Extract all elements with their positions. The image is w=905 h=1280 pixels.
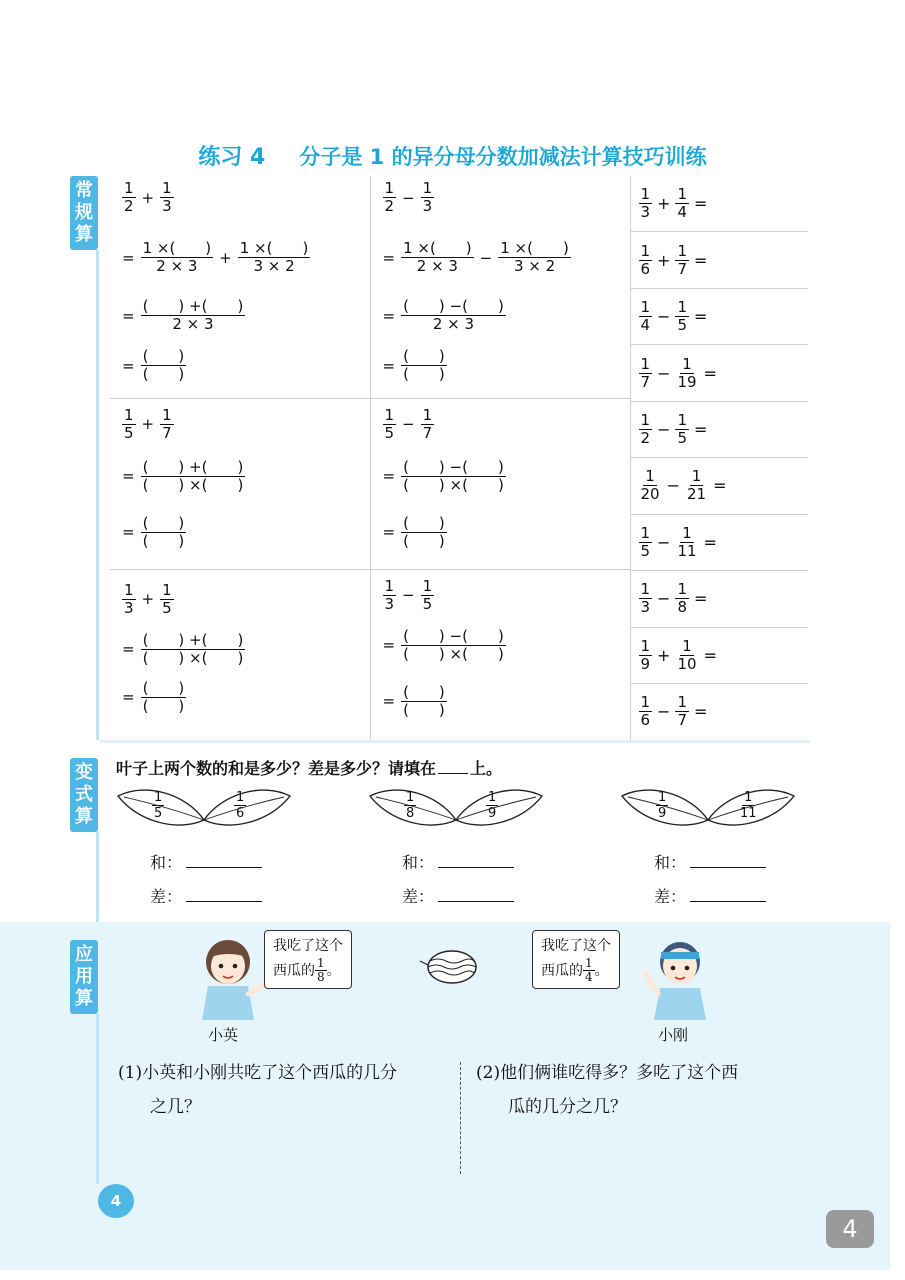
quick-calc-item[interactable]: 1 6 + $\frac{1}{7}$ = xyxy=(631,232,809,288)
problem-divider xyxy=(460,1062,461,1174)
leaf-pair: 1 8 1 9 xyxy=(368,786,544,836)
quick-calc-item[interactable]: 1 7 − $\frac{1}{19}$ = xyxy=(631,345,809,401)
quick-calc-item[interactable]: 1 9 + $\frac{1}{10}$ = xyxy=(631,628,809,684)
boy-name: 小刚 xyxy=(658,1026,689,1044)
answer-blank-sample xyxy=(438,759,468,774)
answer-blank[interactable]: ( ) xyxy=(403,347,445,365)
variant-instruction: 叶子上两个数的和是多少？差是多少？请填在 上。 xyxy=(116,759,503,778)
answer-blank[interactable]: ( ) ×( ) xyxy=(142,648,244,667)
answer-blank[interactable]: ( ) xyxy=(142,513,185,532)
answer-blank[interactable]: ( ) xyxy=(403,700,445,719)
work-cell-r3c2: 1 3 − $\frac{1}{5}$ = ( ) −( ) ( ) ×( ) = ( ) ( ) xyxy=(382,576,504,719)
leaf-icon xyxy=(116,786,292,836)
answer-blank[interactable]: ( ) xyxy=(142,365,185,383)
answer-blank[interactable]: ( ) +( ) xyxy=(142,297,244,315)
girl-speech-bubble: 我吃了这个 西瓜的 1 8 。 xyxy=(264,930,352,989)
answer-blank[interactable]: 1 ×( ) xyxy=(142,239,212,257)
quick-calc-item[interactable]: 1 3 − $\frac{1}{8}$ = xyxy=(631,571,809,627)
answer-blank[interactable]: ( ) xyxy=(403,513,445,532)
answer-blank[interactable]: ( ) xyxy=(142,347,185,365)
diff-answer-1[interactable]: 差： xyxy=(150,884,262,907)
problem-2: (2)他们俩谁吃得多？多吃了这个西 瓜的几分之几？ xyxy=(476,1063,739,1117)
tab-applied: 应 用 算 xyxy=(70,940,98,1014)
leaf-icon xyxy=(368,786,544,836)
page-title xyxy=(0,140,905,171)
sum-answer-1[interactable]: 和： xyxy=(150,850,262,873)
page-badge: 4 xyxy=(98,1184,134,1218)
answer-blank[interactable]: ( ) +( ) xyxy=(142,630,244,649)
tab-variant: 变 式 算 xyxy=(70,758,98,832)
quick-calc-item[interactable]: 1 3 + $\frac{1}{4}$ = xyxy=(631,176,809,232)
answer-blank[interactable]: ( ) xyxy=(403,531,445,550)
regular-calc-grid xyxy=(110,176,808,741)
quick-calc-item[interactable]: 1 4 − $\frac{1}{5}$ = xyxy=(631,289,809,345)
diff-answer-2[interactable]: 差： xyxy=(402,884,514,907)
exercise-number: 练习 4 xyxy=(198,145,266,170)
answer-blank[interactable]: ( ) ×( ) xyxy=(142,475,244,494)
boy-illustration-icon xyxy=(640,932,716,1020)
answer-blank[interactable]: ( ) ×( ) xyxy=(403,475,504,494)
answer-blank[interactable]: ( ) xyxy=(142,678,185,697)
work-cell-r2c2: 1 5 − $\frac{1}{7}$ = ( ) −( ) ( ) ×( ) = ( ) ( ) xyxy=(382,405,504,550)
tab-regular: 常 规 算 xyxy=(70,176,98,250)
answer-blank[interactable]: 1 ×( ) xyxy=(500,239,569,257)
section-divider-line xyxy=(96,1014,99,1184)
girl-illustration-icon xyxy=(190,932,266,1020)
leaf-pair: 1 5 1 6 xyxy=(116,786,292,836)
answer-blank[interactable]: ( ) +( ) xyxy=(142,457,244,476)
answer-blank[interactable]: ( ) −( ) xyxy=(403,457,504,476)
diff-answer-3[interactable]: 差： xyxy=(654,884,766,907)
section-separator xyxy=(100,740,810,743)
answer-blank[interactable]: ( ) −( ) xyxy=(403,626,504,645)
answer-blank[interactable]: 1 ×( ) xyxy=(403,239,472,257)
answer-blank[interactable]: ( ) ×( ) xyxy=(403,644,504,663)
quick-calc-item[interactable]: 1 20 − $\frac{1}{21}$ = xyxy=(631,458,809,514)
leaf-icon xyxy=(620,786,796,836)
section-divider-line xyxy=(96,832,99,922)
answer-blank[interactable]: ( ) xyxy=(403,365,445,383)
answer-blank[interactable]: 1 ×( ) xyxy=(239,239,309,257)
work-cell-r1c1: 1 2 + $\frac{1}{3}$ = $\frac{1 \times( )}{2 \times 3}$ + $\frac{1 \times( )}{3 \times 2}$ = ( ) +( ) 2 × 3 = ( ) ( ) xyxy=(122,179,309,383)
answer-blank[interactable]: ( ) −( ) xyxy=(403,297,504,315)
sum-answer-3[interactable]: 和： xyxy=(654,850,766,873)
answer-blank[interactable]: ( ) xyxy=(142,696,185,715)
section-divider-line xyxy=(96,250,99,740)
sum-answer-2[interactable]: 和： xyxy=(402,850,514,873)
boy-speech-bubble: 我吃了这个 西瓜的 1 4 。 xyxy=(532,930,620,989)
work-cell-r1c2: 1 2 − $\frac{1}{3}$ = $\frac{1 \times( )}{2 \times 3}$ − $\frac{1 \times( )}{3 \times 2}$ = ( ) −( ) 2 × 3 = ( ) ( ) xyxy=(382,179,569,383)
leaf-pair: 1 9 1 11 xyxy=(620,786,796,836)
quick-calc-item[interactable]: 1 5 − $\frac{1}{11}$ = xyxy=(631,515,809,571)
answer-blank[interactable]: ( ) xyxy=(403,682,445,701)
exercise-title: 分子是 1 的异分母分数加减法计算技巧训练 xyxy=(299,145,707,169)
work-cell-r3c1: 1 3 + $\frac{1}{5}$ = ( ) +( ) ( ) ×( ) = ( ) ( ) xyxy=(122,580,244,715)
page-number: 4 xyxy=(826,1210,874,1248)
watermelon-icon xyxy=(418,946,482,988)
quick-calc-column xyxy=(631,176,809,740)
quick-calc-item[interactable]: 1 6 − $\frac{1}{7}$ = xyxy=(640,693,708,730)
girl-name: 小英 xyxy=(208,1026,239,1044)
answer-blank[interactable]: ( ) xyxy=(142,531,185,550)
problem-1: (1)小英和小刚共吃了这个西瓜的几分 之几？ xyxy=(118,1063,398,1117)
work-cell-r2c1: 1 5 + $\frac{1}{7}$ = ( ) +( ) ( ) ×( ) = ( ) ( ) xyxy=(122,405,244,550)
quick-calc-item[interactable]: 1 2 − $\frac{1}{5}$ = xyxy=(631,402,809,458)
